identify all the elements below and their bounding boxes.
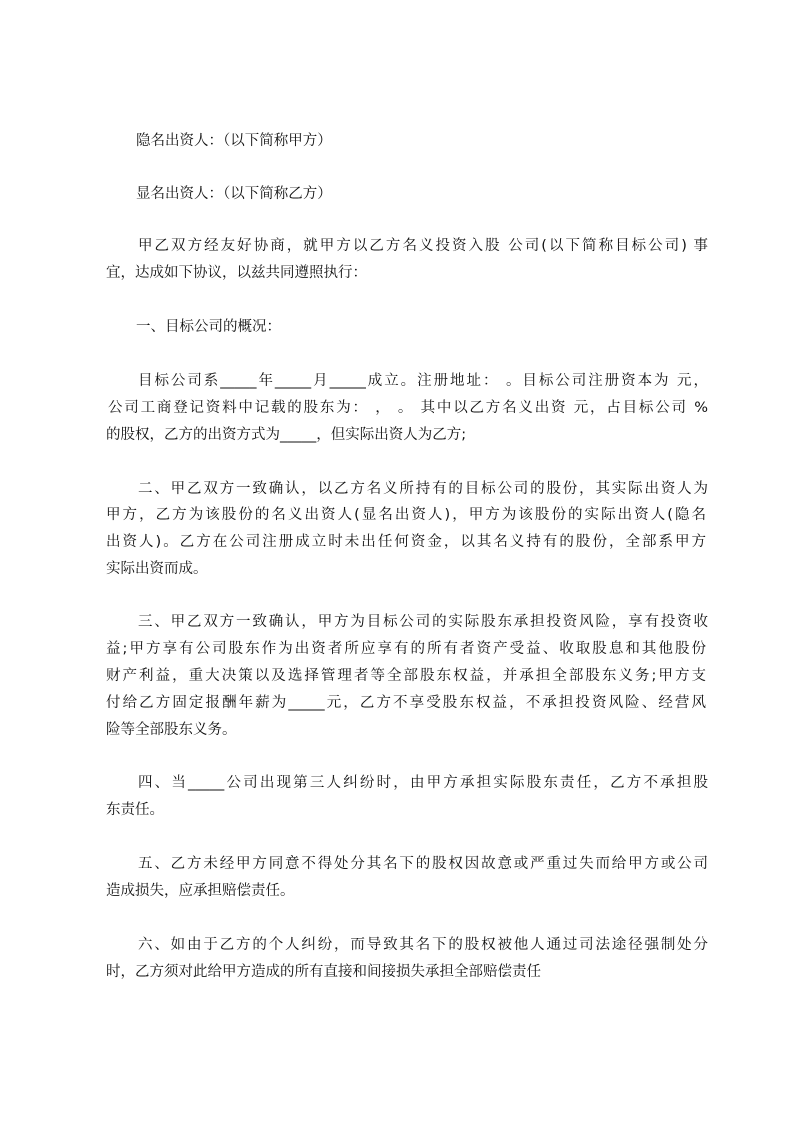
section-3-line-3: 财产利益，重大决策以及选择管理者等全部股东权益，并承担全部股东义务;甲方支 bbox=[106, 668, 706, 684]
section-6-line-1: 六、如由于乙方的个人纠纷，而导致其名下的股权被他人通过司法途径强制处分 bbox=[138, 937, 708, 953]
section-5-line-2: 造成损失，应承担赔偿责任。 bbox=[106, 883, 295, 899]
section-3-line-2: 益;甲方享有公司股东作为出资者所应享有的所有者资产受益、收取股息和其他股份 bbox=[106, 641, 706, 657]
section-4-line-2: 东责任。 bbox=[106, 802, 164, 818]
intro-line-2: 宜，达成如下协议，以兹共同遵照执行： bbox=[106, 265, 367, 281]
section-3-line-4: 付给乙方固定报酬年薪为_____元，乙方不享受股东权益，不承担投资风险、经营风 bbox=[106, 695, 706, 711]
section-1-line-3: 的股权，乙方的出资方式为_____，但实际出资人为乙方; bbox=[106, 427, 467, 443]
section-6-line-2: 时，乙方须对此给甲方造成的所有直接和间接损失承担全部赔偿责任 bbox=[106, 964, 541, 980]
section-1-heading: 一、目标公司的概况： bbox=[136, 319, 281, 335]
section-3-line-5: 险等全部股东义务。 bbox=[106, 722, 237, 738]
section-3-line-1: 三、甲乙双方一致确认，甲方为目标公司的实际股东承担投资风险，享有投资收 bbox=[138, 614, 708, 630]
section-1-line-2: 公司工商登记资料中记载的股东为： ， 。 其中以乙方名义出资 元，占目标公司 % bbox=[108, 400, 708, 416]
party-b-line: 显名出资人：（以下简称乙方） bbox=[136, 186, 332, 202]
section-1-line-1: 目标公司系_____年_____月_____成立。注册地址： 。目标公司注册资本为 元， bbox=[138, 373, 708, 389]
section-2-line-4: 实际出资而成。 bbox=[106, 561, 208, 577]
party-a-line: 隐名出资人：（以下简称甲方） bbox=[136, 133, 332, 149]
section-4-line-1: 四、当_____公司出现第三人纠纷时，由甲方承担实际股东责任，乙方不承担股 bbox=[138, 775, 708, 791]
intro-line-1: 甲乙双方经友好协商，就甲方以乙方名义投资入股 公司(以下简称目标公司) 事 bbox=[138, 238, 708, 254]
section-5-line-1: 五、乙方未经甲方同意不得处分其名下的股权因故意或严重过失而给甲方或公司 bbox=[138, 856, 708, 872]
section-2-line-1: 二、甲乙双方一致确认，以乙方名义所持有的目标公司的股份，其实际出资人为 bbox=[138, 481, 708, 497]
section-2-line-2: 甲方，乙方为该股份的名义出资人(显名出资人)，甲方为该股份的实际出资人(隐名 bbox=[106, 507, 706, 523]
section-2-line-3: 出资人)。乙方在公司注册成立时未出任何资金，以其名义持有的股份，全部系甲方 bbox=[106, 534, 706, 550]
